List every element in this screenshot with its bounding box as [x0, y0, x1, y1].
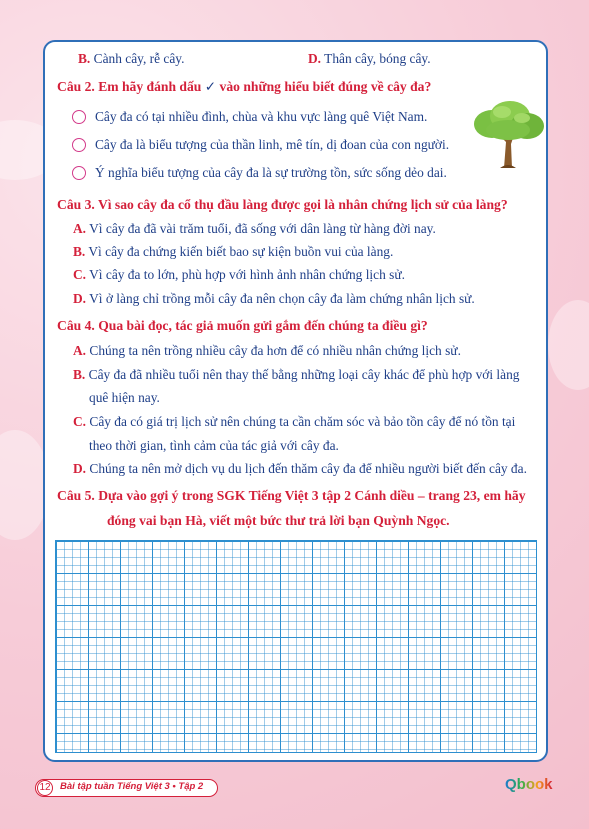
q5-prompt-cont: đóng vai bạn Hà, viết một bức thư trả lời bạn Quỳnh Ngọc. — [107, 513, 450, 528]
q1-option-b[interactable] — [78, 51, 184, 67]
q4-option-d[interactable] — [73, 461, 527, 477]
q2-option-2: Cây đa là biểu tượng của thần linh, mê tín, dị đoan của con người. — [95, 137, 450, 152]
q5-prompt — [57, 488, 526, 504]
question-label: Câu 5. — [57, 488, 95, 503]
tree-icon — [470, 98, 546, 170]
q4-option-c[interactable] — [73, 414, 515, 430]
option-letter: B. — [78, 51, 91, 66]
circle-option-icon[interactable] — [72, 110, 86, 124]
q3-prompt — [57, 197, 508, 213]
option-text: Vì cây đa đã vài trăm tuổi, đã sống với dân làng từ hàng đời nay. — [89, 221, 436, 236]
q3-option-a[interactable] — [73, 221, 436, 237]
option-letter: D. — [73, 461, 87, 476]
option-letter: C. — [73, 414, 87, 429]
circle-option-icon[interactable] — [72, 166, 86, 180]
q4-option-a[interactable] — [73, 343, 461, 359]
option-text: Cây đa có giá trị lịch sử nên chúng ta cần chăm sóc và bảo tồn cây để nó tồn tại — [89, 414, 516, 429]
q2-prompt — [57, 79, 431, 95]
question-label: Câu 3. — [57, 197, 95, 212]
q3-option-c[interactable] — [73, 267, 405, 283]
book-title: Bài tập tuần Tiếng Việt 3 • Tập 2 — [60, 781, 204, 792]
q4-prompt — [57, 318, 428, 334]
option-text: Vì ở làng chỉ trồng mỗi cây đa nên chọn cây đa làm chứng nhân lịch sử. — [89, 291, 475, 306]
question-label: Câu 2. — [57, 79, 95, 94]
question-text: Em hãy đánh dấu — [98, 79, 202, 94]
q4-option-b[interactable] — [73, 367, 519, 383]
option-text: Vì cây đa chứng kiến biết bao sự kiện buồn vui của làng. — [88, 244, 394, 259]
circle-option-icon[interactable] — [72, 138, 86, 152]
option-letter: A. — [73, 221, 87, 236]
q1-option-d[interactable] — [308, 51, 431, 67]
q4-option-c-cont: theo thời gian, tình cảm của tác giả với cây đa. — [89, 438, 339, 453]
option-text: Chúng ta nên trồng nhiều cây đa hơn để có nhiều nhân chứng lịch sử. — [89, 343, 461, 358]
q4-option-b-cont: quê hiện nay. — [89, 390, 160, 405]
q3-option-b[interactable] — [73, 244, 393, 260]
option-letter: B. — [73, 367, 86, 382]
page-number: 12 — [37, 780, 53, 796]
question-text: vào những hiểu biết đúng về cây đa? — [219, 79, 432, 94]
q2-option-1: Cây đa có tại nhiều đình, chùa và khu vực làng quê Việt Nam. — [95, 109, 428, 124]
q3-option-d[interactable] — [73, 291, 475, 307]
option-text: Thân cây, bóng cây. — [324, 51, 431, 66]
check-mark-icon: ✓ — [204, 79, 217, 94]
option-text: Chúng ta nên mở dịch vụ du lịch đến thăm cây đa để nhiều người biết đến cây đa. — [89, 461, 527, 476]
question-text: Dựa vào gợi ý trong SGK Tiếng Việt 3 tập 2 Cánh diều – trang 23, em hãy — [98, 488, 526, 503]
brand-logo — [505, 776, 553, 793]
option-letter: A. — [73, 343, 87, 358]
option-text: Cây đa đã nhiều tuổi nên thay thế bằng những loại cây khác để phù hợp với làng — [88, 367, 520, 382]
q2-option-3: Ý nghĩa biểu tượng của cây đa là sự trường tồn, sức sống dẻo dai. — [95, 165, 447, 180]
option-letter: D. — [73, 291, 87, 306]
option-letter: C. — [73, 267, 87, 282]
option-text: Vì cây đa to lớn, phù hợp với hình ảnh nhân chứng lịch sử. — [89, 267, 405, 282]
writing-grid[interactable] — [55, 540, 537, 753]
question-text: Vì sao cây đa cổ thụ đầu làng được gọi là nhân chứng lịch sử của làng? — [97, 197, 508, 212]
option-letter: B. — [73, 244, 86, 259]
logo-text: Qbook — [505, 776, 553, 793]
option-text: Cành cây, rễ cây. — [93, 51, 185, 66]
question-text: Qua bài đọc, tác giả muốn gửi gắm đến chúng ta điều gì? — [98, 318, 428, 333]
option-letter: D. — [308, 51, 322, 66]
question-label: Câu 4. — [57, 318, 95, 333]
background-petal — [548, 300, 589, 390]
